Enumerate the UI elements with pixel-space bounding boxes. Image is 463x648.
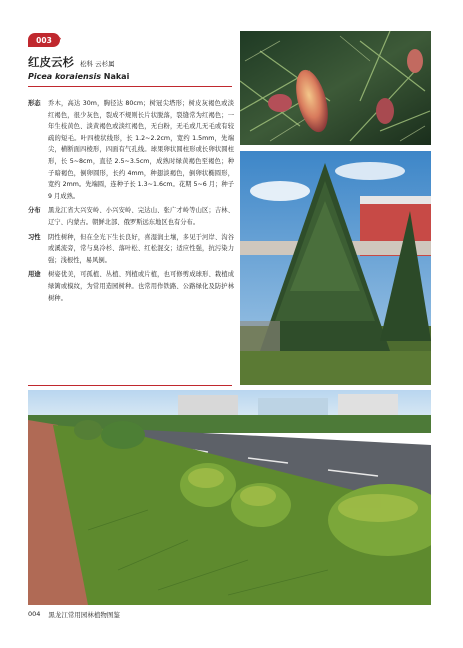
section-label: 用途 [28,271,41,279]
section-label: 形态 [28,100,41,107]
section-text: 黑龙江省大兴安岭、小兴安岭、完达山、张广才岭等山区；吉林、辽宁、内蒙古。朝鲜北部、俄罗斯远东地区也有分布。 [48,207,234,226]
section-usage [28,269,234,304]
street-photo [28,390,431,605]
section-habit [28,232,234,267]
section-label: 分布 [28,207,41,215]
title-line [28,54,115,70]
title-divider [28,86,232,87]
species-latin-line [28,72,129,81]
description-section [28,98,234,307]
cones-photo [240,31,431,145]
species-authority: Nakai [103,72,130,81]
species-number-badge: 003 [28,33,60,47]
book-title: 黑龙江常用园林植物图鉴 [48,611,120,619]
section-morphology [28,98,234,202]
page-number: 004 [28,610,41,618]
section-text: 树姿优美，可孤植、丛植、列植或片植，也可修剪成球形、栽植成绿篱或模纹，为常用造园树种。也常用作铁路、公路绿化及防护林树种。 [48,271,234,302]
page-footer [28,610,120,619]
text-bottom-divider [28,385,232,386]
section-text: 乔木，高达 30m，胸径达 80cm；树冠尖塔形；树皮灰褐色或淡红褐色，很少灰色，裂成不规则长片状脱落，裂缝常为红褐色；一年生枝黄色、淡黄褐色或淡红褐色，无白粉，无毛或几无毛或有较疏的短毛。叶四棱状线形，长 1.2~2.2cm，宽约 1.5mm，先端尖，横断面四棱形，四面有气孔线。球果卵状圆柱形或长卵状圆柱形，长 5~8cm，直径 2.5~3.5cm，成熟时绿黄褐色至褐色；种子暗褐色，倒卵圆形，长约 4mm，种翅淡褐色，倒卵状椭圆形，宽约 2mm。先端圆，连种子长 1.3~1.6cm。花期 5~6 月；种子 9 月成熟。 [48,100,234,200]
section-distribution [28,205,234,228]
section-label: 习性 [28,233,41,241]
badge-arrows-icon: ››› [54,34,61,43]
section-text: 阴性树种，但在全光下生长良好，喜湿润土壤，多见于河岸、沟谷或溪流旁，常与臭冷杉、落叶松、红松混交；适应性强，抗污染力强；浅根性，易风倒。 [48,233,234,264]
species-latin-name: Picea koraiensis [28,72,101,81]
species-chinese-name: 红皮云杉 [28,55,74,69]
species-family: 松科 云杉属 [80,60,115,68]
tree-photo [240,151,431,385]
